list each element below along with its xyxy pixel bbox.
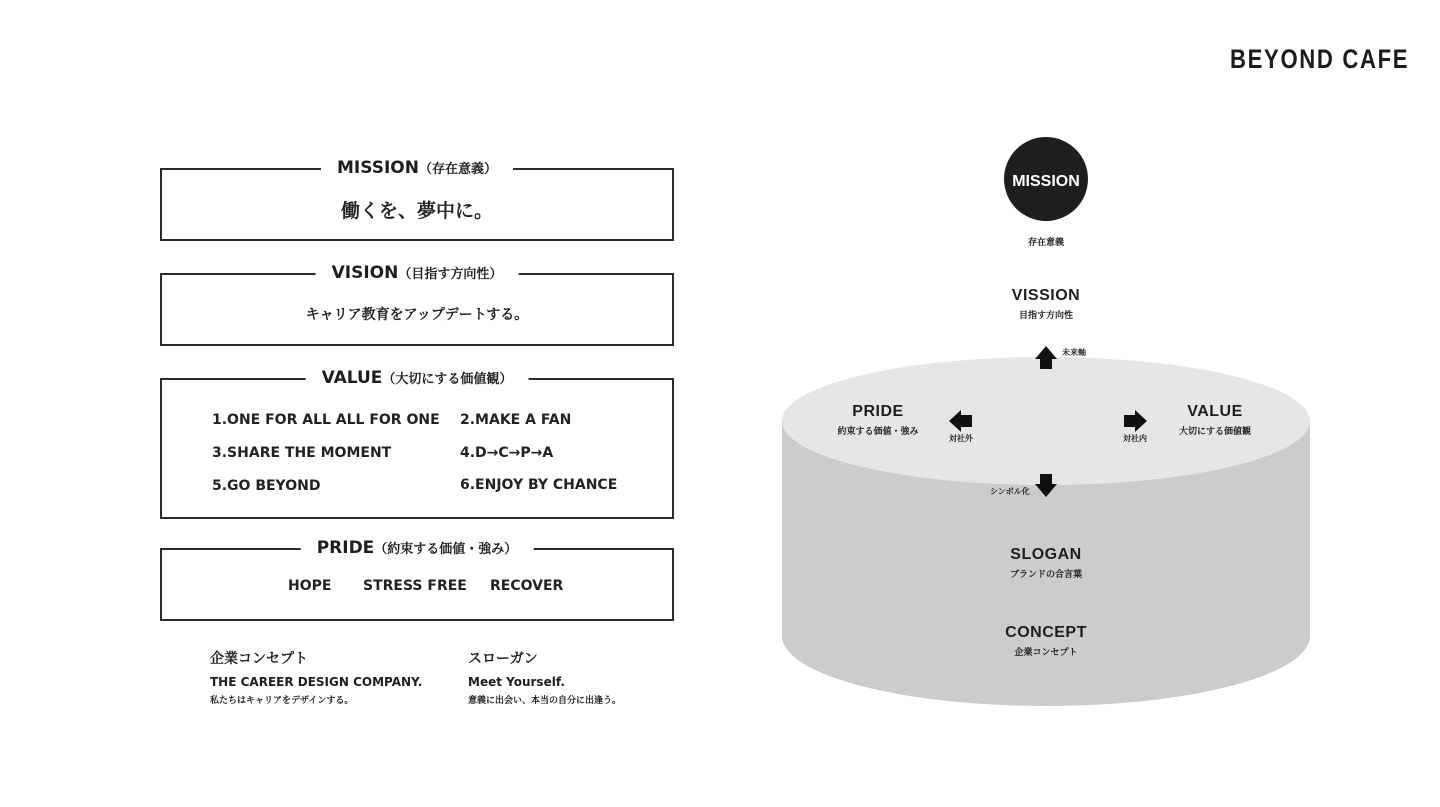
pride-item: HOPE (288, 578, 332, 594)
future-axis-label: 未来軸 (1062, 348, 1086, 357)
value-title: VALUE (321, 368, 383, 388)
diagram-value (1179, 403, 1251, 437)
vision-sub: 目指す方向性 (1018, 311, 1073, 321)
vision-subtitle: （目指す方向性） (398, 267, 503, 282)
pride-title: PRIDE (316, 538, 375, 558)
diagram-vision (1012, 287, 1080, 321)
diagram-slogan (1010, 546, 1082, 580)
slogan-english: Meet Yourself. (468, 675, 565, 689)
pride-sub: 約束する価値・強み (837, 427, 919, 437)
value-label: VALUE (1187, 403, 1243, 420)
symbolize-label: シンボル化 (990, 487, 1030, 496)
pride-item: STRESS FREE (363, 578, 467, 594)
brand-logo: BEYOND CAFE (1230, 44, 1410, 74)
slogan-japanese: 意義に出会い、本当の自分に出逢う。 (468, 696, 622, 706)
diagram-mission-label: MISSION (1012, 173, 1080, 190)
value-item: 2.MAKE A FAN (460, 412, 572, 428)
value-item: 5.GO BEYOND (212, 478, 321, 494)
concept-sub: 企業コンセプト (1014, 648, 1078, 658)
value-item: 6.ENJOY BY CHANCE (460, 477, 618, 493)
concept-japanese: 私たちはキャリアをデザインする。 (210, 696, 354, 706)
slogan-sub: ブランドの合言葉 (1009, 570, 1083, 580)
vision-title: VISION (331, 263, 399, 283)
value-item: 1.ONE FOR ALL ALL FOR ONE (212, 412, 440, 428)
diagram-mission-sub (1028, 232, 1064, 248)
value-item: 4.D→C→P→A (460, 445, 554, 461)
concept-english: THE CAREER DESIGN COMPANY. (210, 675, 423, 689)
diagram-pride (837, 403, 918, 437)
vision-statement: キャリア教育をアップデートする。 (305, 307, 529, 323)
value-sub: 大切にする価値観 (1178, 427, 1252, 437)
mission-statement: 働くを、夢中に。 (340, 200, 493, 222)
diagram-concept (1005, 624, 1087, 658)
pride-item: RECOVER (490, 578, 564, 594)
vision-label: VISSION (1011, 287, 1081, 304)
value-subtitle: （大切にする価値観） (382, 372, 513, 387)
concept-label: CONCEPT (1005, 624, 1087, 641)
pride-subtitle: （約束する価値・強み） (374, 542, 518, 557)
pride-label: PRIDE (852, 403, 904, 420)
slogan-heading: スローガン (468, 651, 538, 667)
mission-sub-text: 存在意義 (1027, 238, 1065, 248)
mission-title: MISSION (337, 158, 419, 178)
internal-label: 対社内 (1123, 434, 1147, 443)
external-label: 対社外 (949, 434, 973, 443)
mission-subtitle: （存在意義） (418, 162, 497, 177)
value-item: 3.SHARE THE MOMENT (212, 445, 392, 461)
concept-heading: 企業コンセプト (210, 651, 308, 667)
slogan-label: SLOGAN (1010, 546, 1082, 563)
